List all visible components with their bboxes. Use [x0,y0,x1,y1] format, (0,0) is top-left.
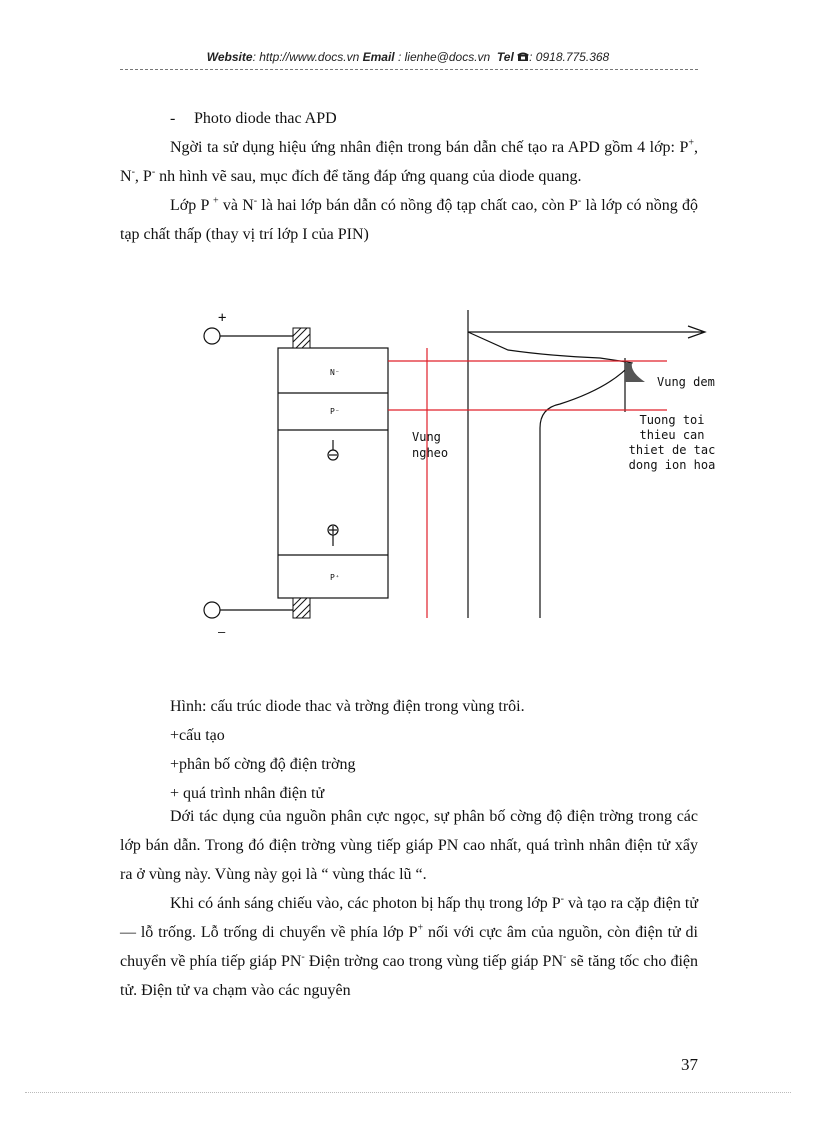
tel-label: Tel [496,50,514,64]
main-text [120,104,698,249]
bullet-item [120,104,698,133]
layer-p-bottom-label: P⁺ [330,573,340,582]
tel-value: : 0918.775.368 [529,50,610,64]
lower-text [120,802,698,1005]
bullet-dash: - [170,110,176,127]
apd-body [278,348,388,598]
footer-divider [25,1092,791,1093]
plus-label: + [218,310,227,326]
threshold-label-2: thieu can [639,428,705,442]
field-axis [468,326,705,338]
caption-line: Hình: cấu trúc diode thac và trờng điện trong vùng trôi. [170,698,525,715]
website-value: : http://www.docs.vn [252,50,360,64]
page-number: 37 [681,1055,698,1074]
layer-p-label: P⁻ [330,407,340,416]
email-value: : lienhe@docs.vn [394,50,491,64]
vung-ngheo-label-1: Vung [412,430,441,444]
page-header [0,50,816,64]
figure-caption [170,692,710,808]
paragraph-4: Khi có ánh sáng chiếu vào, các photon bị hấp thụ trong lớp P- và tạo ra cặp điện tử — lỗ trống. Lỗ trống di chuyển về phía lớp P+ nối với cực âm của nguồn, còn điện tử di chuyển về phía tiếp giáp PN- Điện trờng cao trong vùng tiếp giáp PN- sẽ tăng tốc cho điện tử. Điện tử va chạm vào các nguyên [120,893,698,999]
paragraph-1: Ngời ta sử dụng hiệu ứng nhân điện trong bán dẫn chế tạo ra APD gồm 4 lớp: P+, N-, P- nh hình vẽ sau, mục đích để tăng đáp ứng quang của diode quang. [120,137,698,185]
header-divider [120,69,698,70]
cathode-terminal-circle [204,602,220,618]
paragraph-2: Lớp P + và N- là hai lớp bán dẫn có nồng độ tạp chất cao, còn P- là lớp có nồng độ tạp chất thấp (thay vị trí lớp I của PIN) [120,195,699,243]
cathode-contact [293,598,310,618]
threshold-label-4: dong ion hoa [628,458,716,472]
minus-label: — [218,625,226,639]
caption-line: +cấu tạo [170,727,225,744]
vung-dem-label: Vung dem [657,375,715,389]
field-curve [468,332,632,618]
bullet-title: Photo diode thac APD [194,110,337,127]
vung-ngheo-label-2: ngheo [412,446,449,460]
apd-diagram [190,300,750,650]
anode-contact [293,328,310,348]
threshold-label-3: thiet de tac [628,443,716,457]
layer-n-label: N⁻ [330,368,340,377]
threshold-label-1: Tuong toi [639,413,705,427]
caption-line: + quá trình nhân điện tử [170,785,325,802]
avalanche-region-shade [625,363,645,382]
caption-line: +phân bố cờng độ điện trờng [170,756,356,773]
anode-terminal-circle [204,328,220,344]
paragraph-3: Dới tác dụng của nguồn phân cực ngọc, sự phân bố cờng độ điện trờng trong các lớp bán dẫn. Trong đó điện trờng vùng tiếp giáp PN cao nhất, quá trình nhân điện tử xẩy ra ở vùng này. Vùng này gọi là “ vùng thác lũ “. [120,808,698,883]
phone-icon [517,51,529,62]
website-label: Website [206,50,253,64]
email-label: Email [362,50,395,64]
